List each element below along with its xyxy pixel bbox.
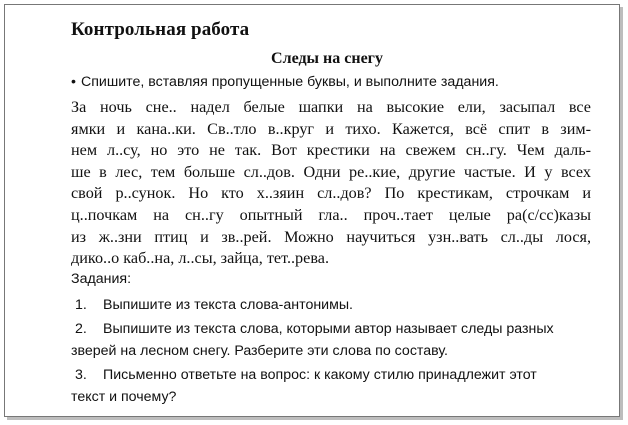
- passage-line: из ж..зни птиц и зв..рей. Можно научиться узн..вать сл..ды лося,: [71, 227, 591, 246]
- passage: [71, 97, 591, 270]
- task-number: 1.: [75, 296, 87, 313]
- task-text: зверей на лесном снегу. Разберите эти слова по составу.: [71, 342, 448, 359]
- passage-line: дико..о каб..на, л..сы, зайца, тет..рева.: [71, 249, 330, 268]
- task-text: Выпишите из текста слова-антонимы.: [103, 296, 353, 313]
- passage-line: За ночь сне.. надел белые шапки на высокие ели, засыпал все: [71, 98, 591, 116]
- task-text: Выпишите из текста слова, которыми автор называет следы разных: [103, 321, 554, 338]
- task-text: текст и почему?: [71, 388, 177, 405]
- task-number: 2.: [75, 321, 87, 338]
- passage-line: свой р..сунок. Но кто х..зяин сл..дов? По крестикам, строчкам и: [71, 184, 591, 203]
- task-item: [71, 319, 591, 362]
- passage-line: нем л..су, но это не так. Вот крестики на свежем сн..гу. Чем даль-: [71, 141, 591, 160]
- passage-line: ше в лес, тем больше сл..дов. Одни ре..кие, другие частые. И у всех: [71, 162, 591, 181]
- instruction-text: Спишите, вставляя пропущенные буквы, и выполните задания.: [80, 74, 499, 90]
- task-number: 3.: [75, 367, 87, 384]
- tasks-section: [71, 269, 591, 412]
- text-subtitle: Следы на снегу: [271, 50, 383, 67]
- document-frame: [4, 4, 620, 417]
- tasks-heading: Задания:: [71, 271, 132, 287]
- task-item: [71, 365, 591, 408]
- instruction-bullet: •: [71, 74, 76, 90]
- instruction: [71, 74, 499, 90]
- passage-line: ц..почкам на сн..гу опытный гла.. проч..тает целые ра(с/сс)казы: [71, 205, 591, 224]
- passage-line: ямки и кана..ки. Св..тло в..круг и тихо. Кажется, всё спит в зим-: [71, 119, 591, 138]
- task-text: Письменно ответьте на вопрос: к какому стилю принадлежит этот: [103, 367, 537, 384]
- task-item: [71, 295, 591, 317]
- page-title: Контрольная работа: [71, 19, 250, 40]
